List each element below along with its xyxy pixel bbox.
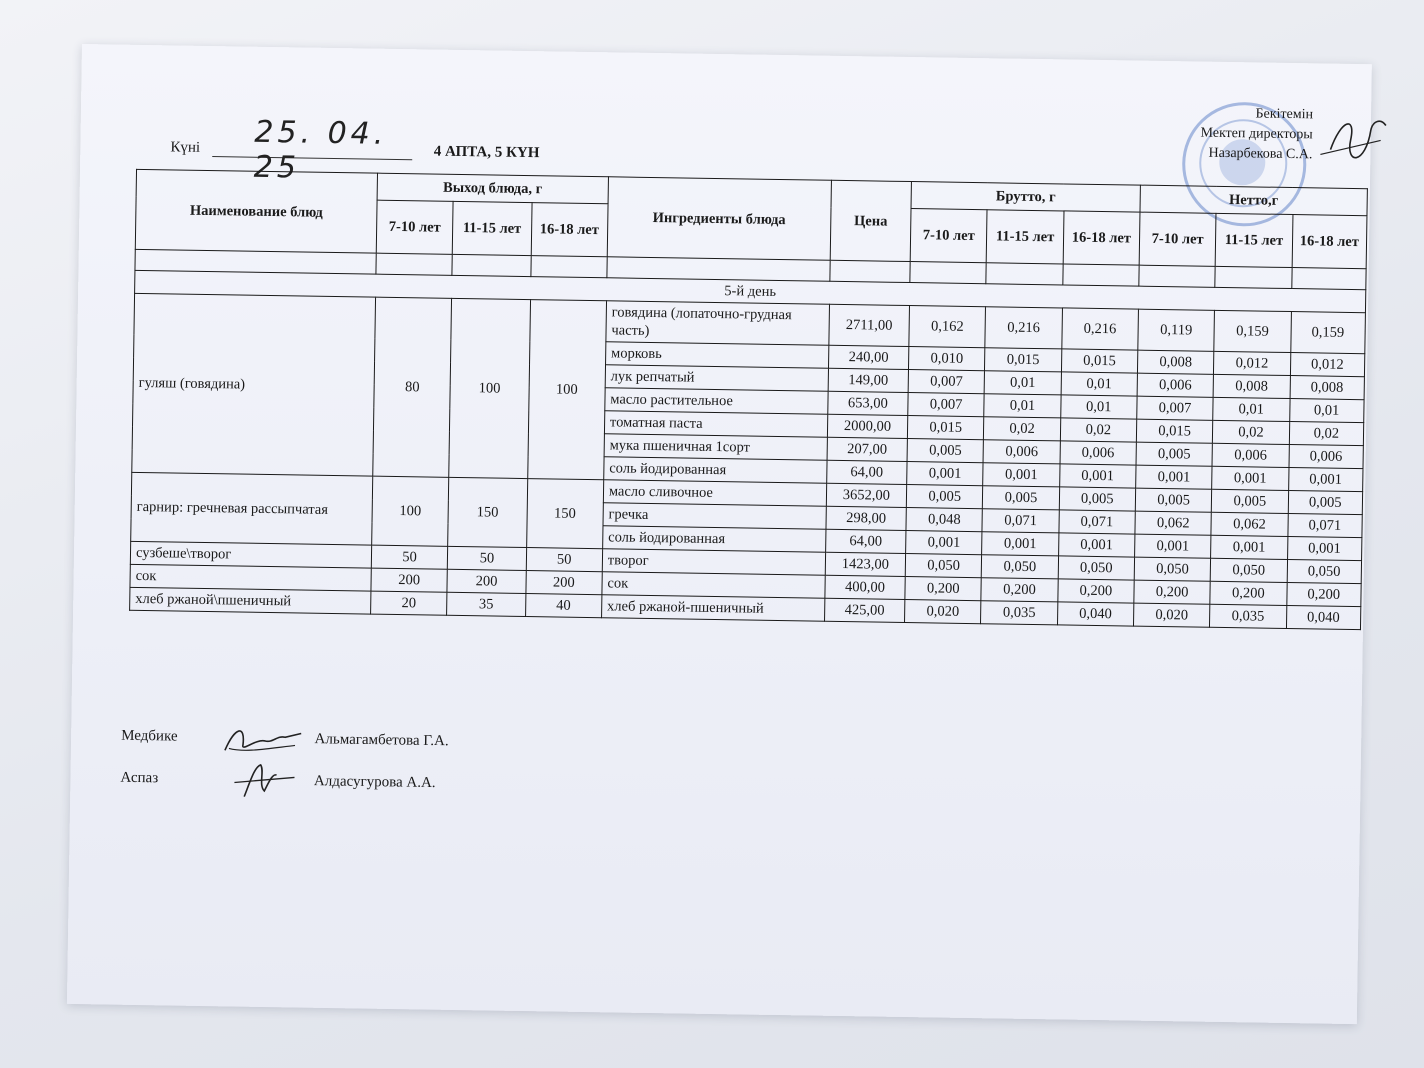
ingredient-price: 149,00 <box>828 368 909 392</box>
header-price: Цена <box>830 180 912 261</box>
ingredient-name: сок <box>602 572 825 598</box>
netto-value: 0,035 <box>1210 604 1287 628</box>
ingredient-name: томатная паста <box>604 411 827 437</box>
header-netto: Нетто,г <box>1140 185 1367 216</box>
header-age-11-15: 11-15 лет <box>1215 213 1292 267</box>
ingredient-price: 240,00 <box>828 345 909 369</box>
brutto-value: 0,006 <box>983 440 1060 464</box>
netto-value: 0,012 <box>1214 351 1291 375</box>
netto-value: 0,008 <box>1213 374 1290 398</box>
dish-output: 80 <box>373 297 452 477</box>
netto-value: 0,008 <box>1290 376 1365 400</box>
approval-position: Мектеп директоры <box>1200 125 1313 143</box>
ingredient-name: творог <box>602 549 825 575</box>
date-field <box>212 114 412 186</box>
cook-signature-line <box>120 759 436 804</box>
brutto-value: 0,015 <box>907 416 984 440</box>
brutto-value: 0,001 <box>907 462 984 486</box>
dish-name: сузбеше\творог <box>130 541 371 568</box>
brutto-value: 0,005 <box>907 439 984 463</box>
netto-value: 0,001 <box>1287 536 1362 560</box>
ingredient-price: 425,00 <box>824 598 905 622</box>
netto-value: 0,005 <box>1135 488 1212 512</box>
brutto-value: 0,01 <box>984 371 1061 395</box>
brutto-value: 0,001 <box>982 532 1059 556</box>
brutto-value: 0,01 <box>984 394 1061 418</box>
nurse-signature-icon <box>215 718 312 760</box>
menu-table <box>129 169 1368 630</box>
netto-value: 0,200 <box>1210 581 1287 605</box>
brutto-value: 0,200 <box>1058 579 1135 603</box>
approval-title: Бекітемін <box>1255 106 1314 123</box>
header-age-16-18: 16-18 лет <box>1063 211 1140 265</box>
netto-value: 0,006 <box>1212 443 1289 467</box>
ingredient-price: 653,00 <box>828 391 909 415</box>
ingredient-name: мука пшеничная 1сорт <box>604 434 827 460</box>
brutto-value: 0,071 <box>982 509 1059 533</box>
brutto-value: 0,200 <box>905 576 982 600</box>
brutto-value: 0,071 <box>1059 510 1136 534</box>
netto-value: 0,050 <box>1210 558 1287 582</box>
header-age-16-18: 16-18 лет <box>531 203 608 257</box>
dish-output: 200 <box>371 568 448 592</box>
nurse-name: Альмагамбетова Г.А. <box>314 731 449 750</box>
brutto-value: 0,001 <box>906 531 983 555</box>
netto-value: 0,200 <box>1134 580 1211 604</box>
netto-value: 0,005 <box>1212 489 1289 513</box>
nurse-role: Медбике <box>121 728 178 746</box>
netto-value: 0,050 <box>1287 559 1362 583</box>
brutto-value: 0,200 <box>981 578 1058 602</box>
netto-value: 0,040 <box>1286 605 1361 629</box>
dish-name: гуляш (говядина) <box>132 293 376 476</box>
netto-value: 0,015 <box>1136 419 1213 443</box>
ingredient-price: 1423,00 <box>825 552 906 576</box>
brutto-value: 0,001 <box>1058 533 1135 557</box>
approval-block <box>1200 104 1313 166</box>
week-day-label: 4 АПТА, 5 КҮН <box>433 143 540 162</box>
ingredient-name: соль йодированная <box>603 526 826 552</box>
approval-name: Назарбекова С.А. <box>1208 145 1313 163</box>
brutto-value: 0,01 <box>1061 372 1138 396</box>
brutto-value: 0,005 <box>906 485 983 509</box>
brutto-value: 0,015 <box>1061 349 1138 373</box>
netto-value: 0,01 <box>1289 399 1364 423</box>
ingredient-price: 64,00 <box>826 460 907 484</box>
netto-value: 0,005 <box>1288 491 1363 515</box>
netto-value: 0,119 <box>1138 309 1215 351</box>
dish-output: 35 <box>447 592 526 616</box>
brutto-value: 0,01 <box>1060 395 1137 419</box>
netto-value: 0,159 <box>1214 310 1291 352</box>
header-output: Выход блюда, г <box>377 173 608 204</box>
ingredient-name: морковь <box>605 342 828 368</box>
ingredient-name: соль йодированная <box>604 457 827 483</box>
brutto-value: 0,006 <box>1060 441 1137 465</box>
dish-output: 200 <box>526 571 603 595</box>
brutto-value: 0,216 <box>985 307 1062 349</box>
brutto-value: 0,020 <box>905 599 982 623</box>
cook-signature-icon <box>214 760 311 802</box>
menu-body <box>130 293 1366 629</box>
brutto-value: 0,001 <box>1059 464 1136 488</box>
header-dish: Наименование блюд <box>135 169 377 253</box>
netto-value: 0,008 <box>1137 350 1214 374</box>
date-handwritten: 25. 04. 25 <box>253 114 388 186</box>
brutto-value: 0,02 <box>1060 418 1137 442</box>
cook-name: Алдасугурова А.А. <box>313 773 436 792</box>
brutto-value: 0,005 <box>983 486 1060 510</box>
ingredient-name: говядина (лопаточно-грудная часть) <box>606 301 830 345</box>
netto-value: 0,006 <box>1137 373 1214 397</box>
netto-value: 0,02 <box>1213 420 1290 444</box>
netto-value: 0,001 <box>1135 534 1212 558</box>
ingredient-name: лук репчатый <box>605 365 828 391</box>
director-signature-icon <box>1310 109 1391 170</box>
brutto-value: 0,02 <box>984 417 1061 441</box>
brutto-value: 0,050 <box>1058 556 1135 580</box>
dish-output: 100 <box>527 300 606 480</box>
netto-value: 0,006 <box>1289 445 1364 469</box>
header-age-16-18: 16-18 лет <box>1292 215 1367 269</box>
brutto-value: 0,162 <box>909 306 986 348</box>
date-header <box>170 114 540 186</box>
dish-output: 200 <box>447 569 526 593</box>
netto-value: 0,159 <box>1290 312 1365 354</box>
brutto-value: 0,040 <box>1057 602 1134 626</box>
date-label: Күні <box>170 139 201 156</box>
header-ingredients: Ингредиенты блюда <box>607 177 831 260</box>
brutto-value: 0,050 <box>905 554 982 578</box>
header-age-11-15: 11-15 лет <box>453 201 532 255</box>
dish-output: 100 <box>372 476 449 546</box>
brutto-value: 0,007 <box>908 370 985 394</box>
header-brutto: Брутто, г <box>911 182 1140 213</box>
dish-output: 150 <box>448 477 527 547</box>
netto-value: 0,01 <box>1213 397 1290 421</box>
netto-value: 0,071 <box>1287 513 1362 537</box>
ingredient-price: 400,00 <box>825 575 906 599</box>
ingredient-name: хлеб ржаной-пшеничный <box>601 595 824 621</box>
dish-name: хлеб ржаной\пшеничный <box>130 587 371 614</box>
header-age-7-10: 7-10 лет <box>376 200 453 254</box>
netto-value: 0,02 <box>1289 422 1364 446</box>
netto-value: 0,020 <box>1133 603 1210 627</box>
dish-output: 20 <box>371 591 448 615</box>
brutto-value: 0,216 <box>1062 308 1139 350</box>
netto-value: 0,200 <box>1286 582 1361 606</box>
ingredient-price: 2711,00 <box>829 304 910 346</box>
brutto-value: 0,005 <box>1059 487 1136 511</box>
ingredient-price: 207,00 <box>827 437 908 461</box>
ingredient-price: 2000,00 <box>827 414 908 438</box>
cook-role: Аспаз <box>120 770 159 787</box>
header-age-11-15: 11-15 лет <box>987 210 1064 264</box>
day-label: 5-й день <box>135 270 1366 312</box>
brutto-value: 0,035 <box>981 601 1058 625</box>
brutto-value: 0,015 <box>985 348 1062 372</box>
dish-output: 50 <box>448 546 527 570</box>
netto-value: 0,001 <box>1136 465 1213 489</box>
netto-value: 0,001 <box>1288 468 1363 492</box>
dish-name: гарнир: гречневая рассыпчатая <box>131 472 373 545</box>
netto-value: 0,062 <box>1135 511 1212 535</box>
nurse-signature-line <box>121 717 449 762</box>
netto-value: 0,005 <box>1136 442 1213 466</box>
netto-value: 0,012 <box>1290 353 1365 377</box>
menu-sheet <box>67 44 1372 1024</box>
brutto-value: 0,050 <box>982 555 1059 579</box>
dish-output: 50 <box>371 545 448 569</box>
header-age-7-10: 7-10 лет <box>1139 212 1216 266</box>
ingredient-price: 64,00 <box>825 529 906 553</box>
brutto-value: 0,001 <box>983 463 1060 487</box>
dish-name: сок <box>130 564 371 591</box>
brutto-value: 0,048 <box>906 508 983 532</box>
netto-value: 0,001 <box>1212 466 1289 490</box>
dish-output: 100 <box>449 298 530 478</box>
ingredient-price: 3652,00 <box>826 483 907 507</box>
dish-output: 150 <box>526 479 603 549</box>
netto-value: 0,062 <box>1211 512 1288 536</box>
brutto-value: 0,010 <box>909 347 986 371</box>
netto-value: 0,050 <box>1134 557 1211 581</box>
brutto-value: 0,007 <box>908 393 985 417</box>
ingredient-price: 298,00 <box>826 506 907 530</box>
ingredient-name: масло сливочное <box>603 480 826 506</box>
header-age-7-10: 7-10 лет <box>910 209 987 263</box>
netto-value: 0,007 <box>1137 396 1214 420</box>
ingredient-name: масло растительное <box>605 388 828 414</box>
netto-value: 0,001 <box>1211 535 1288 559</box>
ingredient-name: гречка <box>603 503 826 529</box>
dish-output: 50 <box>526 548 603 572</box>
dish-output: 40 <box>525 594 602 618</box>
